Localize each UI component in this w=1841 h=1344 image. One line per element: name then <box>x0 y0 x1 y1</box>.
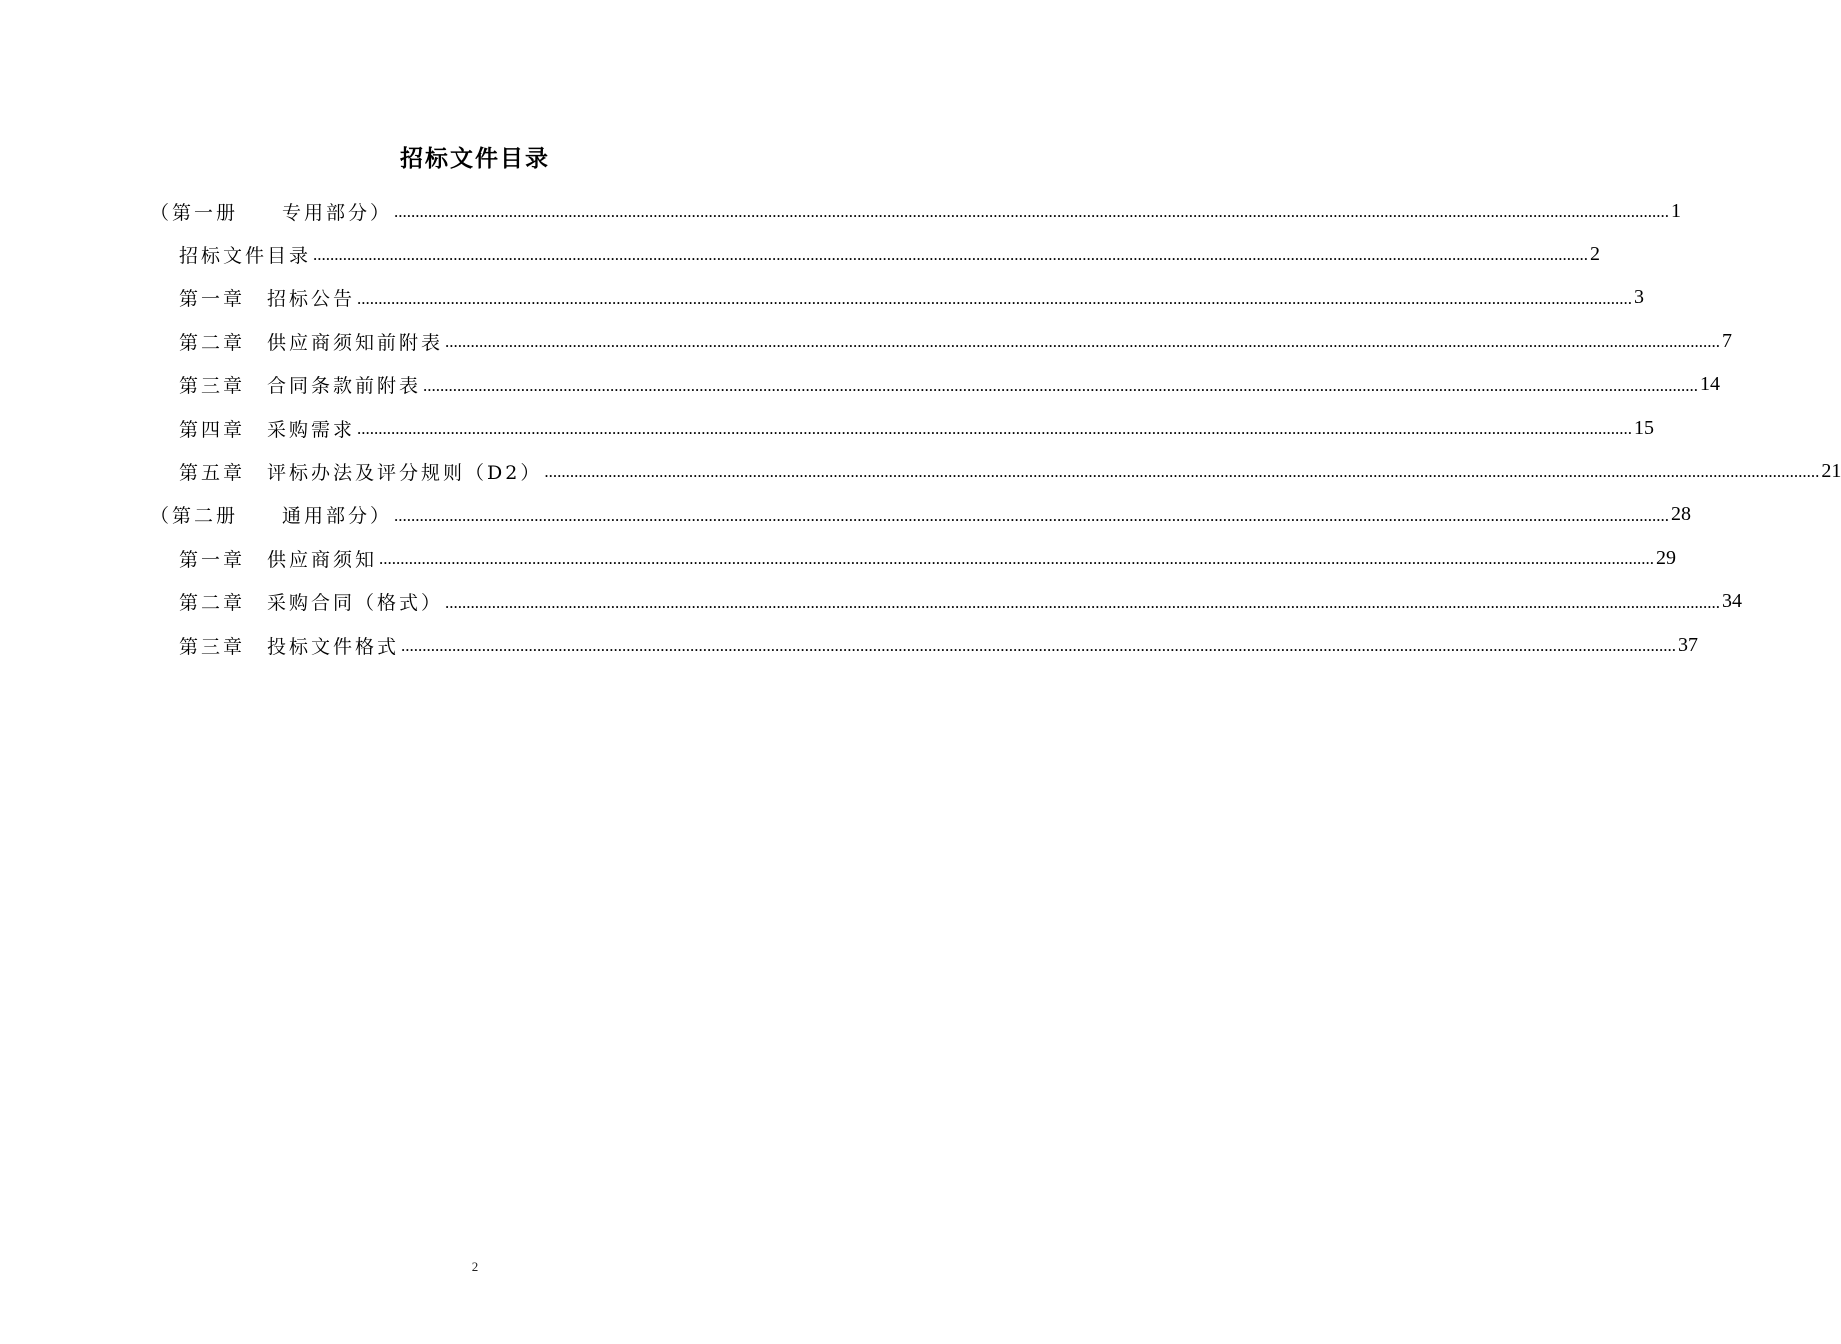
toc-dot-leader: ............................................................................................................................................................................................................................................................................................................ <box>357 419 1633 438</box>
page-number: 2 <box>471 1259 479 1274</box>
toc-entry-page-number: 34 <box>1722 590 1743 613</box>
toc-entry-page-number: 28 <box>1671 503 1692 526</box>
toc-dot-leader: ............................................................................................................................................................................................................................................................................................................ <box>394 505 1670 525</box>
toc-entry[interactable] <box>179 627 1699 663</box>
toc-entry-title: 第五章 评标办法及评分规则（D2） <box>179 461 543 484</box>
toc-dot-leader: ............................................................................................................................................................................................................................................................................................................ <box>313 245 1589 265</box>
toc-entry-title: 招标文件目录 <box>179 244 312 267</box>
toc-entry[interactable] <box>179 540 1677 576</box>
toc-entry-page-number: 3 <box>1634 286 1645 309</box>
toc-entry-title: （第一册 专用部分） <box>150 201 393 224</box>
toc-entry-title: 第二章 供应商须知前附表 <box>179 331 444 354</box>
toc-entry-page-number: 21 <box>1821 459 1841 482</box>
page-title: 招标文件目录 <box>400 146 550 172</box>
toc-entry-title: 第一章 招标公告 <box>179 288 356 311</box>
toc-entry-title: 第二章 采购合同（格式） <box>179 592 444 615</box>
toc-dot-leader: ............................................................................................................................................................................................................................................................................................................ <box>445 592 1721 612</box>
toc-entry-page-number: 14 <box>1700 373 1721 396</box>
toc-entry-title: （第二册 通用部分） <box>150 505 393 528</box>
toc-entry-title: 第三章 合同条款前附表 <box>179 375 422 398</box>
toc-entry-page-number: 15 <box>1634 416 1655 439</box>
toc-entry[interactable] <box>150 497 1692 533</box>
toc-entry[interactable] <box>179 410 1655 446</box>
toc-entry[interactable] <box>179 236 1601 272</box>
toc-dot-leader: ............................................................................................................................................................................................................................................................................................................ <box>379 549 1655 569</box>
toc-dot-leader: ............................................................................................................................................................................................................................................................................................................ <box>423 375 1699 395</box>
toc-entry-page-number: 29 <box>1656 546 1677 569</box>
toc-dot-leader: ............................................................................................................................................................................................................................................................................................................ <box>445 332 1721 352</box>
toc-entry-page-number: 7 <box>1722 329 1733 352</box>
toc-entry-page-number: 2 <box>1590 242 1601 265</box>
toc-entry-title: 第一章 供应商须知 <box>179 548 378 571</box>
toc-entry-title: 第四章 采购需求 <box>179 418 356 441</box>
toc-dot-leader: ............................................................................................................................................................................................................................................................................................................ <box>544 462 1820 482</box>
toc-entry[interactable] <box>179 280 1645 316</box>
toc-entry[interactable] <box>179 584 1743 620</box>
toc-entry[interactable] <box>179 323 1733 359</box>
toc-entry-title: 第三章 投标文件格式 <box>179 635 400 658</box>
toc-dot-leader: ............................................................................................................................................................................................................................................................................................................ <box>357 288 1633 308</box>
toc-entry-page-number: 37 <box>1678 633 1699 656</box>
toc-dot-leader: ............................................................................................................................................................................................................................................................................................................ <box>401 636 1677 655</box>
toc-dot-leader: ............................................................................................................................................................................................................................................................................................................ <box>394 202 1670 221</box>
toc-entry[interactable] <box>150 193 1682 229</box>
toc-entry[interactable] <box>179 453 1841 489</box>
toc-entry-page-number: 1 <box>1671 199 1682 222</box>
toc-entry[interactable] <box>179 367 1721 403</box>
